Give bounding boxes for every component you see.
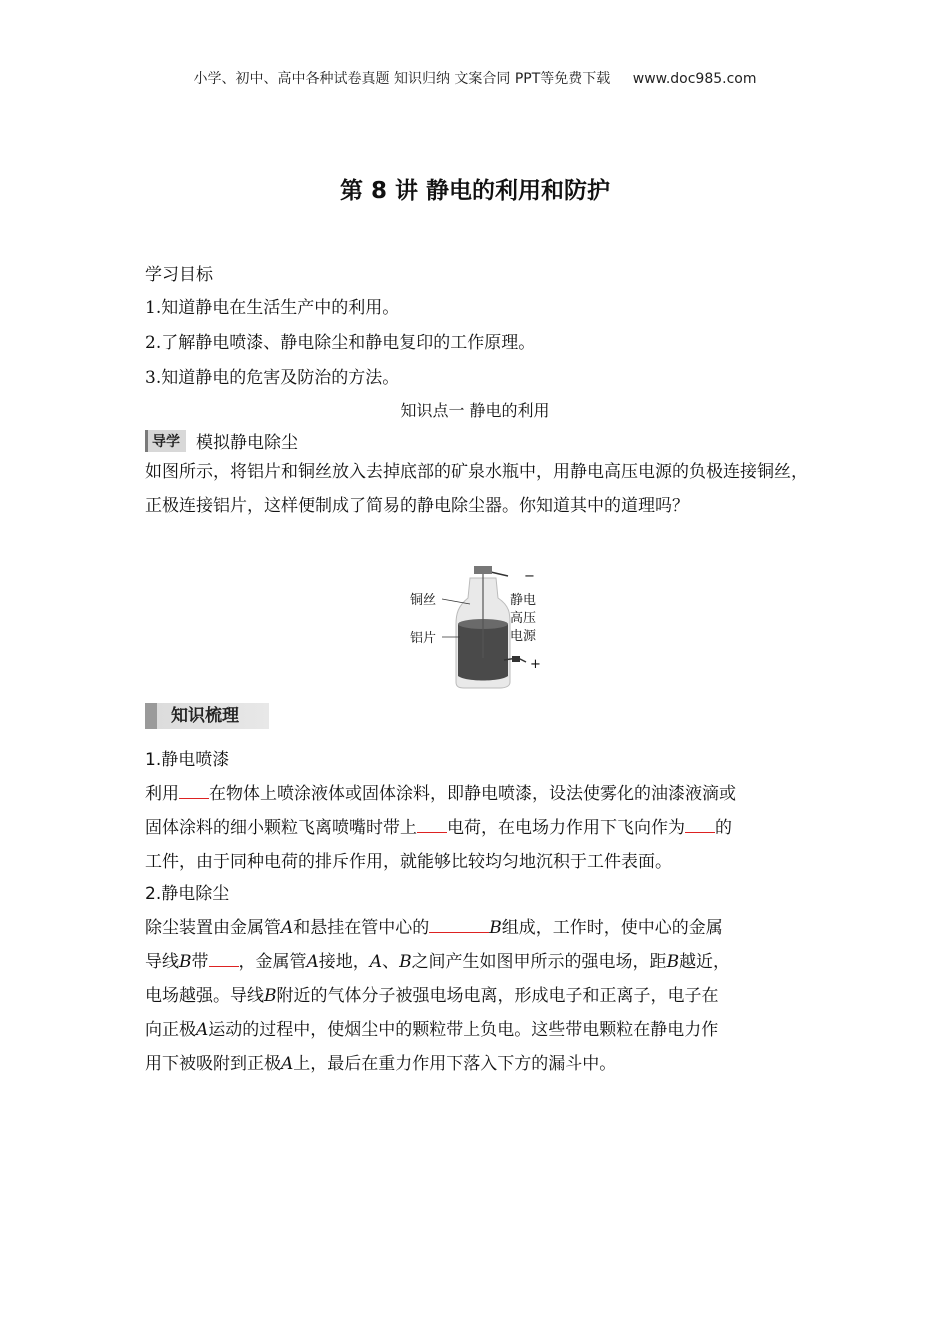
section2-line1 xyxy=(145,913,723,938)
knowledge-point-heading: 知识点一 静电的利用 xyxy=(400,401,550,420)
cap xyxy=(474,566,492,574)
text: 运动的过程中，使烟尘中的颗粒带上负电。这些带电颗粒在静电力作 xyxy=(208,1020,719,1040)
text: 电场越强。导线 xyxy=(145,986,264,1006)
section2-heading: 2.静电除尘 xyxy=(145,884,230,904)
var-a: A xyxy=(369,952,383,972)
text: 带 xyxy=(191,952,209,972)
section1-line2 xyxy=(145,813,732,838)
text: 的 xyxy=(715,818,732,838)
minus-label: − xyxy=(524,569,535,584)
text: 上，最后在重力作用下落入下方的漏斗中。 xyxy=(293,1054,617,1074)
header-text: 小学、初中、高中各种试卷真题 知识归纳 文案合同 PPT等免费下载 xyxy=(193,71,611,87)
objectives-heading: 学习目标 xyxy=(145,265,213,285)
text: 附近的气体分子被强电场电离，形成电子和正离子，电子在 xyxy=(276,986,719,1006)
text: 和悬挂在管中心的 xyxy=(293,918,430,938)
section2-line2 xyxy=(145,947,730,972)
page-header xyxy=(0,68,950,88)
daoxue-paragraph: 如图所示，将铝片和铜丝放入去掉底部的矿泉水瓶中，用静电高压电源的负极连接铜丝，正极连接铝片，这样便制成了简易的静电除尘器。你知道其中的道理吗？ xyxy=(145,462,808,516)
text: 除尘装置由金属管 xyxy=(145,918,281,938)
foil-label: 铝片 xyxy=(410,631,437,646)
section2-line5 xyxy=(145,1049,616,1074)
var-b: B xyxy=(399,952,412,972)
objective-item: 2.了解静电喷漆、静电除尘和静电复印的工作原理。 xyxy=(145,333,536,353)
text: 固体涂料的细小颗粒飞离喷嘴时带上 xyxy=(145,818,417,838)
text: ，金属管 xyxy=(238,952,307,972)
text: 向正极 xyxy=(145,1020,196,1040)
text: 之间产生如图甲所示的强电场，距 xyxy=(411,952,667,972)
fill-blank[interactable] xyxy=(179,781,209,799)
text: 电荷，在电场力作用下飞向作为 xyxy=(447,818,685,838)
power-label-2: 高压 xyxy=(510,611,537,626)
text: 在物体上喷涂液体或固体涂料，即静电喷漆，设法使雾化的油漆液滴或 xyxy=(209,784,736,804)
section2-line4 xyxy=(145,1015,718,1040)
daoxue-title: 模拟静电除尘 xyxy=(196,433,298,453)
var-a: A xyxy=(196,1020,209,1040)
text: 接地， xyxy=(318,952,370,972)
fill-blank[interactable] xyxy=(209,949,239,967)
var-a: A xyxy=(281,918,294,938)
var-b: B xyxy=(179,952,192,972)
text: 越近， xyxy=(679,952,731,972)
section1-heading: 1.静电喷漆 xyxy=(145,750,230,770)
fill-blank[interactable] xyxy=(685,815,715,833)
daoxue-row xyxy=(145,428,298,453)
var-b: B xyxy=(666,952,680,972)
clip xyxy=(512,656,520,662)
text: 、 xyxy=(382,952,400,972)
text: 利用 xyxy=(145,784,179,804)
var-b: B xyxy=(264,986,277,1006)
var-a: A xyxy=(281,1054,294,1074)
section1-line1 xyxy=(145,779,736,804)
power-label-1: 静电 xyxy=(510,593,537,608)
section2-line3 xyxy=(145,981,719,1006)
fill-blank[interactable] xyxy=(429,915,489,933)
plus-label: + xyxy=(530,657,541,672)
header-url[interactable]: www.doc985.com xyxy=(632,71,757,87)
text: 组成，工作时，使中心的金属 xyxy=(501,918,723,938)
objective-item: 1.知道静电在生活生产中的利用。 xyxy=(145,298,400,318)
text: 导线 xyxy=(145,952,179,972)
fill-blank[interactable] xyxy=(417,815,447,833)
var-b: B xyxy=(489,918,502,938)
copper-label: 铜丝 xyxy=(410,593,437,608)
objective-item: 3.知道静电的危害及防治的方法。 xyxy=(145,368,400,388)
section1-line3: 工件，由于同种电荷的排斥作用，就能够比较均匀地沉积于工件表面。 xyxy=(145,852,672,872)
daoxue-badge: 导学 xyxy=(145,430,186,452)
power-label-3: 电源 xyxy=(510,629,537,644)
text: 用下被吸附到正极 xyxy=(145,1054,281,1074)
electrostatic-precipitator-figure xyxy=(400,558,560,690)
knowledge-summary-box: 知识梳理 xyxy=(145,703,269,729)
var-a: A xyxy=(306,952,319,972)
page-title: 第 8 讲 静电的利用和防护 xyxy=(339,178,611,204)
